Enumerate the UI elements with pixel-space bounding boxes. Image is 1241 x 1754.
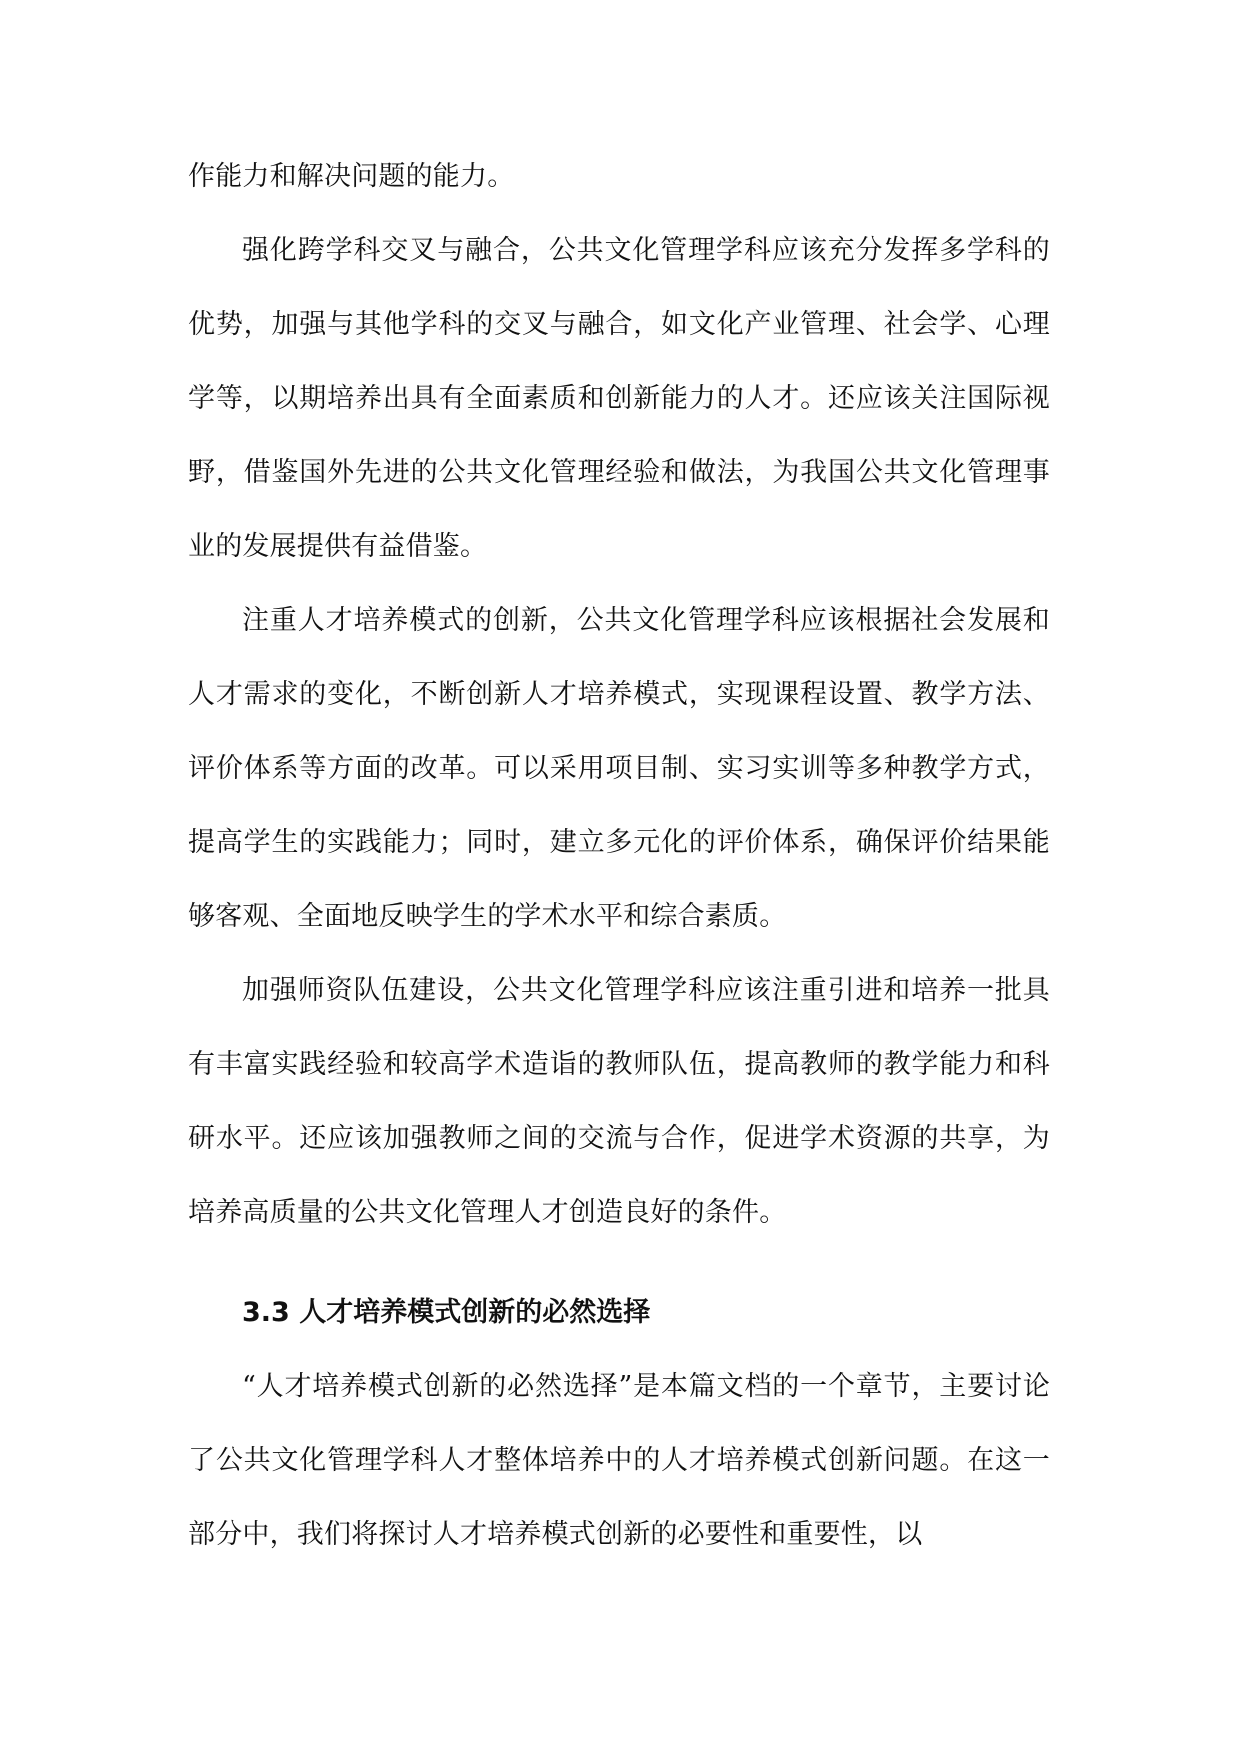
section-heading: 3.3 人才培养模式创新的必然选择 bbox=[242, 1297, 651, 1328]
paragraph-continuation: 作能力和解决问题的能力。 bbox=[188, 161, 515, 192]
paragraph-interdisciplinary: 强化跨学科交叉与融合，公共文化管理学科应该充分发挥多学科的优势，加强与其他学科的交叉与融合，如文化产业管理、社会学、心理学等，以期培养出具有全面素质和创新能力的人才。还应该关注国际视野，借鉴国外先进的公共文化管理经验和做法，为我国公共文化管理事业的发展提供有益借鉴。 bbox=[188, 235, 1050, 562]
paragraph-faculty: 加强师资队伍建设，公共文化管理学科应该注重引进和培养一批具有丰富实践经验和较高学术造诣的教师队伍，提高教师的教学能力和科研水平。还应该加强教师之间的交流与合作，促进学术资源的共享，为培养高质量的公共文化管理人才创造良好的条件。 bbox=[188, 975, 1050, 1228]
paragraph-section-intro: “人才培养模式创新的必然选择”是本篇文档的一个章节，主要讨论了公共文化管理学科人才整体培养中的人才培养模式创新问题。在这一部分中，我们将探讨人才培养模式创新的必要性和重要性，以 bbox=[188, 1371, 1050, 1550]
document-body bbox=[188, 140, 1050, 1572]
paragraph-training-model: 注重人才培养模式的创新，公共文化管理学科应该根据社会发展和人才需求的变化，不断创新人才培养模式，实现课程设置、教学方法、评价体系等方面的改革。可以采用项目制、实习实训等多种教学方式，提高学生的实践能力；同时，建立多元化的评价体系，确保评价结果能够客观、全面地反映学生的学术水平和综合素质。 bbox=[188, 605, 1050, 932]
